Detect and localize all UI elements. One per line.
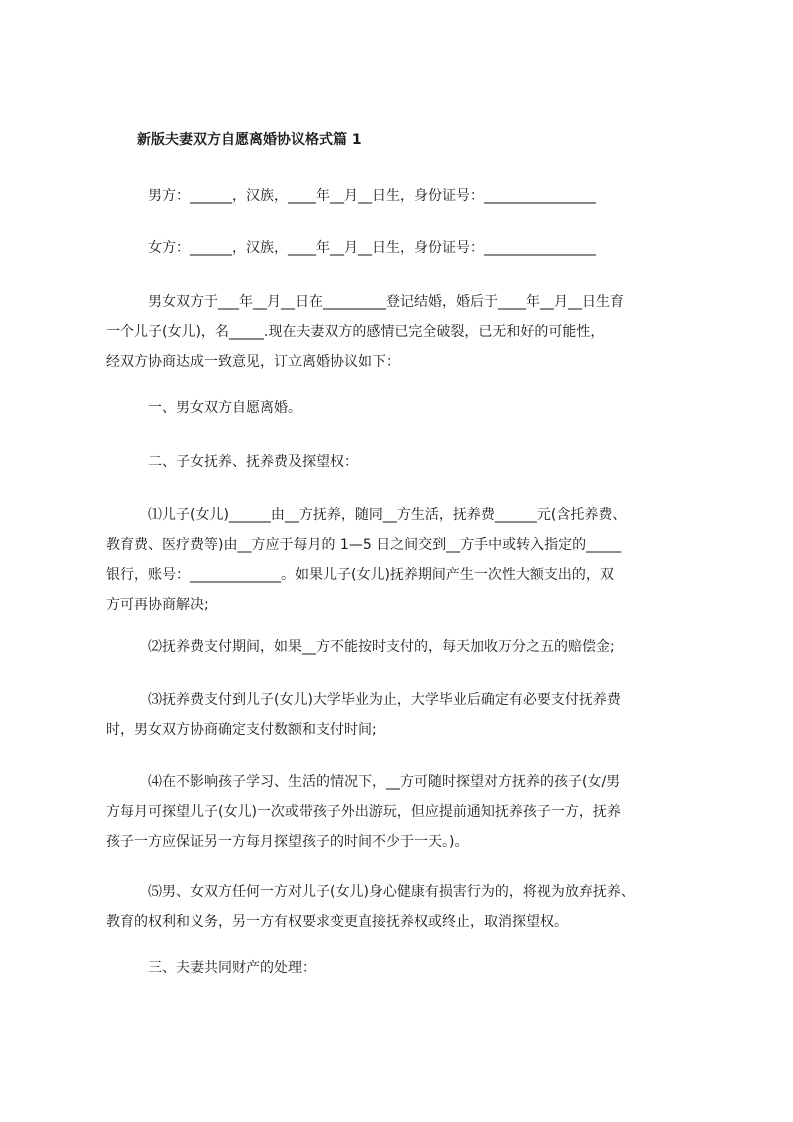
item-4-line: ⑷在不影响孩子学习、生活的情况下，__方可随时探望对方抚养的孩子(女/男 bbox=[148, 774, 621, 790]
item-1-paragraph bbox=[106, 500, 706, 620]
item-2-line: ⑵抚养费支付期间，如果__方不能按时支付的，每天加收万分之五的赔偿金; bbox=[148, 639, 615, 655]
wife-info-line: 女方：______，汉族，____年__月__日生，身份证号：________________ bbox=[148, 240, 596, 256]
item-5-paragraph bbox=[106, 877, 706, 937]
husband-info-line: 男方：______，汉族，____年__月__日生，身份证号：________________ bbox=[148, 188, 596, 204]
item-1-line: 银行，账号：_____________。如果儿子(女儿)抚养期间产生一次性大额支出的，双 bbox=[106, 567, 614, 583]
item-4-paragraph bbox=[106, 767, 706, 857]
section-1-heading: 一、男女双方自愿离婚。 bbox=[148, 400, 302, 416]
item-1-line: ⑴儿子(女儿)______由__方抚养，随同__方生活，抚养费______元(含托养费、 bbox=[148, 507, 627, 523]
document-title: 新版夫妻双方自愿离婚协议格式篇 1 bbox=[137, 132, 362, 148]
section-2-heading: 二、子女抚养、抚养费及探望权： bbox=[148, 454, 358, 470]
section-3-heading: 三、夫妻共同财产的处理： bbox=[148, 960, 316, 976]
item-3-paragraph bbox=[106, 685, 706, 745]
item-5-line: ⑸男、女双方任何一方对儿子(女儿)身心健康有损害行为的，将视为放弃抚养、 bbox=[148, 884, 635, 900]
intro-line: 男女双方于___年__月__日在_________登记结婚，婚后于____年__月__日生育 bbox=[148, 294, 624, 310]
intro-line: 一个儿子(女儿)，名_____.现在夫妻双方的感情已完全破裂，已无和好的可能性， bbox=[106, 324, 605, 340]
item-4-line: 方每月可探望儿子(女儿)一次或带孩子外出游玩，但应提前通知抚养孩子一方，抚养 bbox=[106, 804, 621, 820]
intro-paragraph bbox=[106, 287, 706, 377]
item-1-line: 方可再协商解决; bbox=[106, 597, 209, 613]
item-3-line: ⑶抚养费支付到儿子(女儿)大学毕业为止，大学毕业后确定有必要支付抚养费 bbox=[148, 692, 621, 708]
item-5-line: 教育的权利和义务，另一方有权要求变更直接抚养权或终止，取消探望权。 bbox=[106, 914, 568, 930]
item-3-line: 时，男女双方协商确定支付数额和支付时间; bbox=[106, 722, 377, 738]
item-1-line: 教育费、医疗费等)由__方应于每月的 1—5 日之间交到__方手中或转入指定的_____ bbox=[106, 537, 622, 553]
item-2-paragraph bbox=[106, 632, 706, 662]
intro-line: 经双方协商达成一致意见，订立离婚协议如下： bbox=[106, 354, 400, 370]
item-4-line: 孩子一方应保证另一方每月探望孩子的时间不少于一天。)。 bbox=[106, 834, 469, 850]
